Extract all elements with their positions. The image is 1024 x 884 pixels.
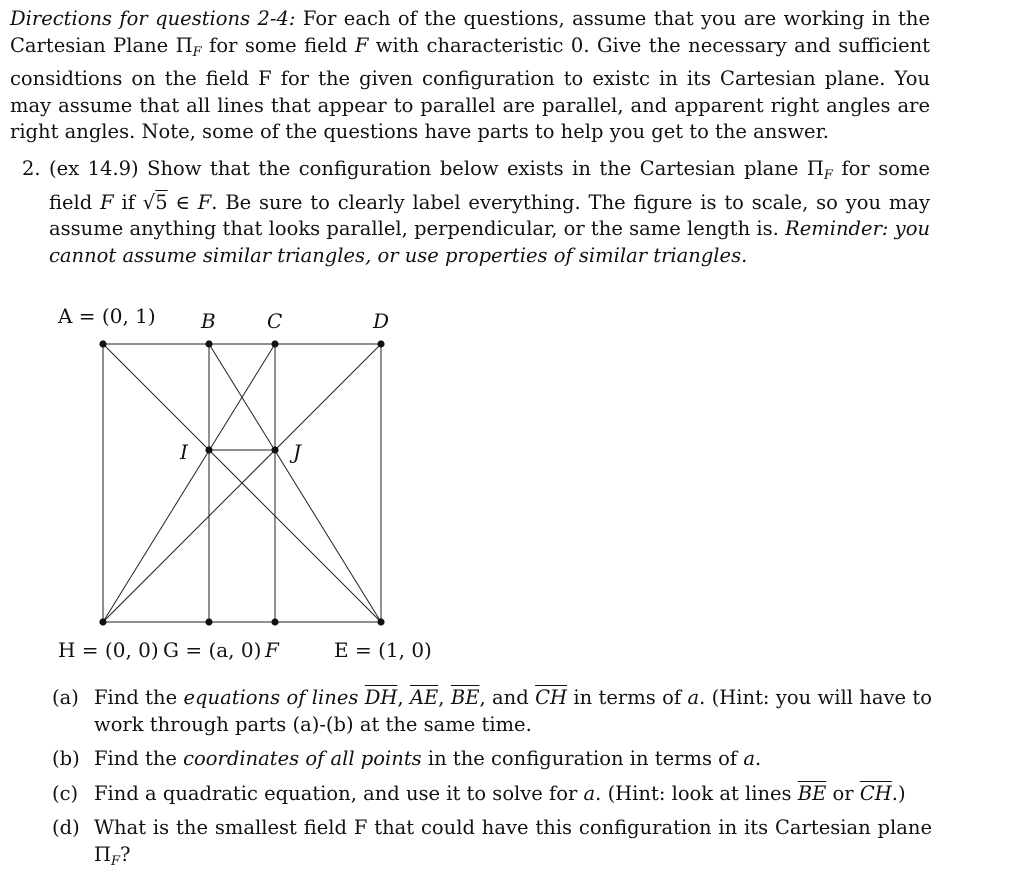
directions-paragraph	[10, 6, 930, 146]
line-name: $\overline{DH}$	[364, 686, 398, 709]
variable-a: a	[583, 781, 596, 805]
question-2-body	[49, 156, 930, 269]
line-name: $\overline{CH}$	[535, 686, 568, 709]
point-F	[271, 618, 278, 625]
line-CH	[103, 344, 275, 622]
label-I: I	[180, 440, 188, 464]
part-tag: (a)	[52, 686, 79, 709]
field-symbol: F	[197, 190, 212, 214]
label-C: C	[267, 309, 283, 333]
point-E	[377, 618, 384, 625]
part-d	[52, 815, 932, 875]
label-G: G = (a, 0)	[163, 638, 262, 662]
part-text: ?	[120, 842, 131, 866]
part-text: Find the	[94, 747, 184, 771]
label-E: E = (1, 0)	[334, 638, 432, 662]
sqrt-five	[143, 191, 168, 214]
label-J: J	[293, 440, 302, 464]
variable-a: a	[743, 747, 755, 771]
point-C	[271, 340, 278, 347]
part-a: (a) Find the equations of lines $\overline{DH}$, $\overline{AE}$, $\overline{BE}$, and $\overline{CH}$ in terms of a. (Hint: you will have to work through parts (a)-(b) at the same time.	[52, 686, 933, 736]
reminder-text: Reminder: you cannot assume similar triangles, or use properties of similar triangles.	[49, 217, 930, 267]
element-of: ∈	[167, 190, 198, 214]
point-A	[99, 340, 106, 347]
part-text: Find the	[94, 686, 184, 709]
line-name: $\overline{AE}$	[409, 686, 439, 709]
line-name: $\overline{CH}$	[859, 781, 892, 805]
part-text: or	[826, 781, 860, 805]
q2-text-1: (ex 14.9) Show that the configuration below exists in the Cartesian plane	[49, 157, 807, 180]
part-b	[52, 746, 932, 773]
line-name: $\overline{BE}$	[450, 686, 480, 709]
label-A: A = (0, 1)	[58, 304, 156, 328]
label-F: F	[265, 638, 279, 662]
field-symbol: F	[100, 190, 114, 214]
pi-symbol: Π	[94, 842, 112, 866]
point-G	[205, 618, 212, 625]
line-BE	[209, 344, 381, 622]
pi-symbol: Π	[806, 157, 824, 180]
point-I	[205, 446, 212, 453]
pi-subscript: F	[192, 44, 202, 60]
label-H: H = (0, 0)	[58, 638, 159, 662]
line-name: $\overline{BE}$	[797, 781, 827, 805]
part-text: What is the smallest field F that could have this configuration in its Cartesian plane	[94, 816, 932, 840]
part-text: in the configuration in terms of	[421, 747, 744, 771]
part-text: . (Hint: look at lines	[595, 781, 798, 805]
point-D	[377, 340, 384, 347]
part-text: .)	[891, 781, 906, 805]
directions-text-1: For each of the questions, assume that you are working in the Cartesian Plane	[10, 7, 930, 57]
part-text: in terms of	[567, 686, 688, 709]
q2-text-2: for some field	[49, 157, 930, 214]
part-text: .	[754, 747, 762, 771]
question-number: 2.	[22, 157, 41, 180]
part-tag: (d)	[52, 816, 80, 840]
directions-text-3: with characteristic 0. Give the necessary and sufficient considtions on the field F for the given configuration to existc in its Cartesian plane. You may assume that all lines that appear to parallel are parallel, and apparent right angles are right angles. Note, some of the questions have parts to help you get to the answer.	[10, 33, 931, 144]
point-B	[205, 340, 212, 347]
q2-text-3: if	[113, 190, 143, 214]
part-text: Find a quadratic equation, and use it to solve for	[94, 781, 584, 805]
directions-lead: Directions for questions 2-4:	[10, 7, 296, 30]
pi-subscript: F	[823, 168, 833, 183]
part-tag: (c)	[52, 781, 79, 805]
field-symbol: F	[354, 33, 369, 57]
radicand: 5	[155, 190, 168, 214]
sqrt-sign: √	[142, 190, 156, 214]
figure-lines	[103, 344, 381, 622]
label-D: D	[373, 309, 390, 333]
part-emphasis: equations of lines	[183, 686, 359, 709]
directions-text-2: for some field	[201, 33, 355, 57]
pi-symbol: Π	[175, 33, 193, 57]
part-c	[52, 781, 932, 808]
part-emphasis: coordinates of all points	[183, 747, 422, 771]
configuration-figure	[0, 290, 1024, 660]
question-parts	[52, 685, 932, 884]
point-J	[271, 446, 278, 453]
pi-subscript: F	[111, 853, 121, 869]
part-tag: (b)	[52, 747, 80, 771]
point-H	[99, 618, 106, 625]
variable-a: a	[687, 686, 700, 709]
part-text: . (Hint: you will have to work through parts (a)-(b) at the same time.	[94, 686, 933, 736]
label-B: B	[201, 309, 216, 333]
q2-text-4: . Be sure to clearly label everything. The figure is to scale, so you may assume anything that looks parallel, perpendicular, or the same length is.	[49, 190, 930, 241]
question-2	[22, 156, 930, 269]
